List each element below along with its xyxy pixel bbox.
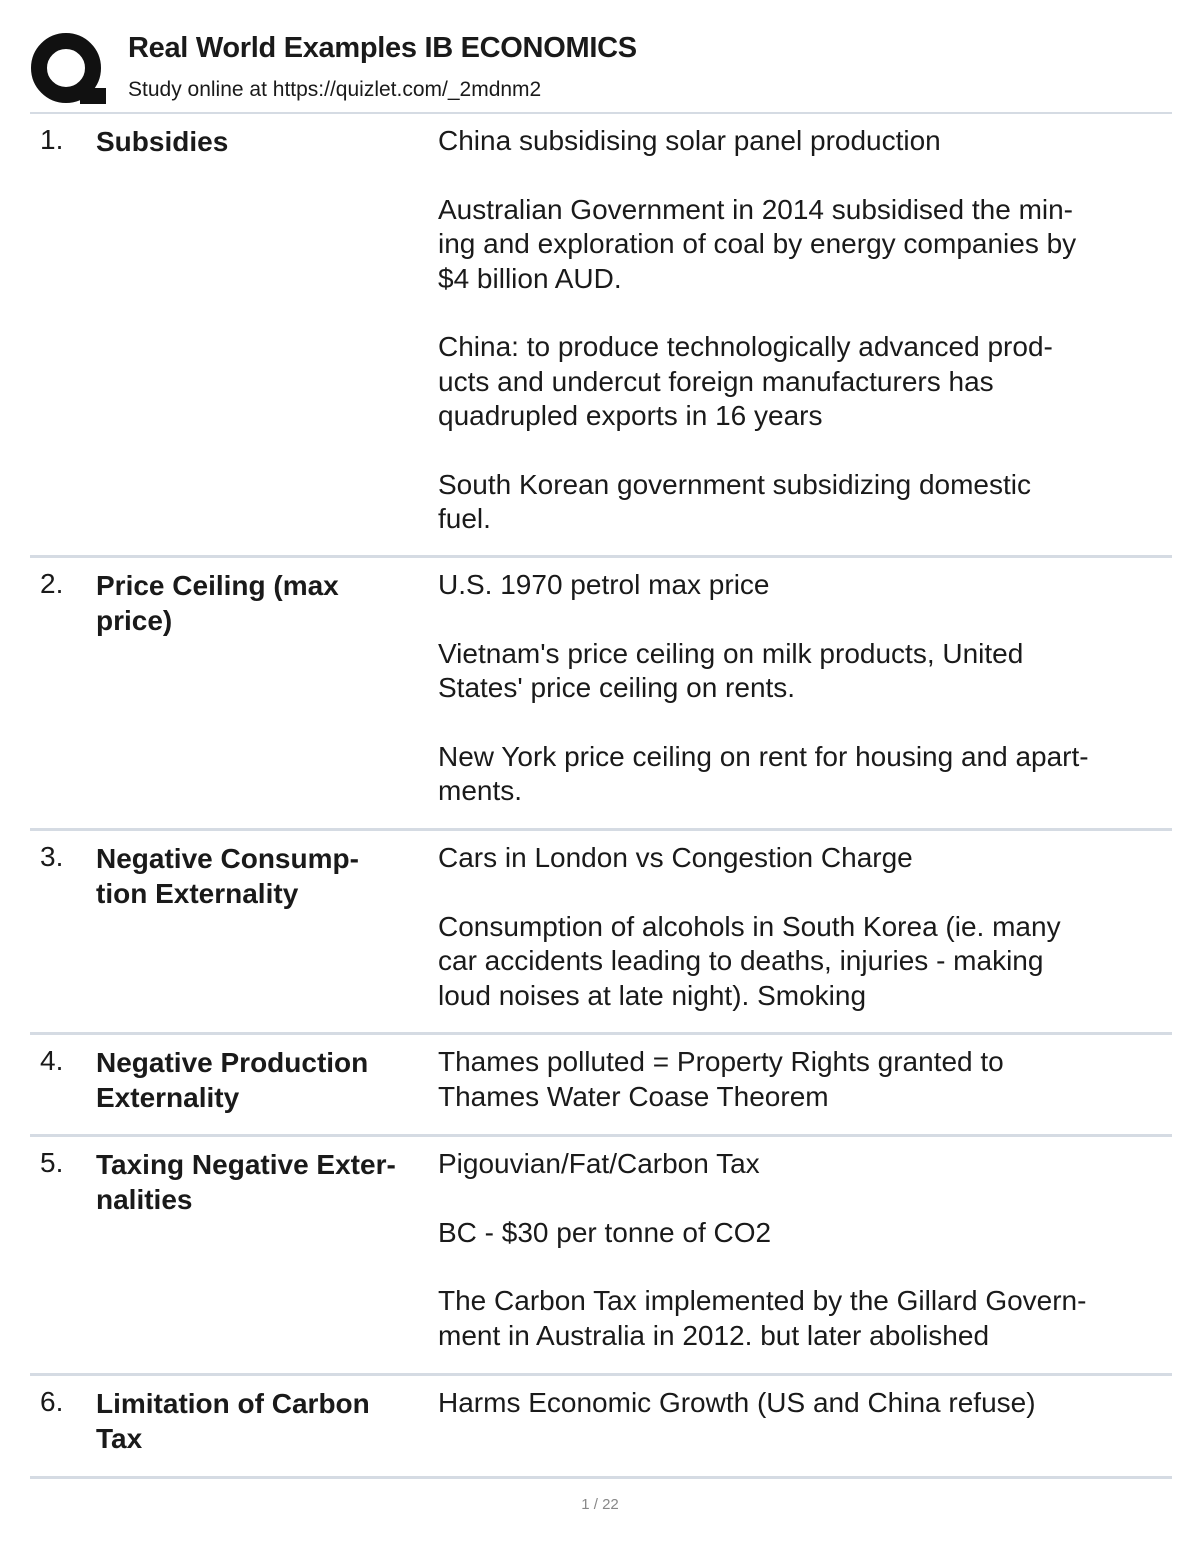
flashcard-row bbox=[30, 1035, 1172, 1137]
card-definition: Thames polluted = Property Rights granted to Thames Water Coase Theorem bbox=[438, 1046, 1004, 1112]
card-term: Price Ceiling (max price) bbox=[96, 570, 339, 636]
document-title: Real World Examples IB ECONOMICS bbox=[128, 32, 637, 64]
flashcard-row bbox=[30, 1376, 1172, 1479]
card-definition: U.S. 1970 petrol max price bbox=[438, 569, 770, 600]
card-definition: Australian Government in 2014 subsidised the min- ing and exploration of coal by energy companies by $4 billion AUD. bbox=[438, 193, 1077, 294]
card-definition: China: to produce technologically advanced prod- ucts and undercut foreign manufacturers has quadrupled exports in 16 years bbox=[438, 331, 1053, 431]
card-definition: New York price ceiling on rent for housing and apart- ments. bbox=[438, 740, 1089, 806]
card-term: Subsidies bbox=[96, 126, 229, 157]
flashcard-row bbox=[30, 114, 1172, 558]
card-definition: Harms Economic Growth (US and China refuse) bbox=[438, 1387, 1036, 1418]
card-number: 6. bbox=[40, 1386, 64, 1417]
card-definition: Pigouvian/Fat/Carbon Tax bbox=[438, 1148, 760, 1179]
card-definition: Consumption of alcohols in South Korea (ie. many car accidents leading to deaths, injuries - making loud noises at late night). Smoking bbox=[438, 910, 1061, 1011]
card-number: 2. bbox=[40, 568, 64, 599]
card-definition: BC - $30 per tonne of CO2 bbox=[438, 1216, 772, 1248]
page-number: 1 / 22 bbox=[581, 1496, 619, 1513]
card-number: 5. bbox=[40, 1147, 64, 1178]
card-term: Limitation of Carbon Tax bbox=[96, 1388, 370, 1454]
study-online-link[interactable]: Study online at https://quizlet.com/_2mdnm2 bbox=[128, 78, 542, 101]
flashcard-list bbox=[30, 114, 1172, 1479]
card-definition: Vietnam's price ceiling on milk products, United States' price ceiling on rents. bbox=[438, 637, 1024, 703]
card-number: 3. bbox=[40, 841, 64, 872]
card-definition: The Carbon Tax implemented by the Gillard Govern- ment in Australia in 2012. but later abolished bbox=[438, 1285, 1087, 1351]
card-term: Taxing Negative Exter- nalities bbox=[96, 1149, 396, 1215]
flashcard-row bbox=[30, 1137, 1172, 1376]
card-term: Negative Production Externality bbox=[96, 1047, 369, 1113]
flashcard-row bbox=[30, 558, 1172, 831]
card-definition: China subsidising solar panel production bbox=[438, 125, 941, 156]
flashcard-row bbox=[30, 831, 1172, 1035]
document-header bbox=[30, 28, 1172, 110]
quizlet-logo-icon bbox=[30, 32, 106, 108]
card-number: 4. bbox=[40, 1045, 64, 1076]
card-definition: South Korean government subsidizing domestic fuel. bbox=[438, 468, 1032, 534]
card-number: 1. bbox=[40, 124, 64, 155]
card-term: Negative Consump- tion Externality bbox=[96, 843, 359, 909]
card-definition: Cars in London vs Congestion Charge bbox=[438, 842, 913, 873]
